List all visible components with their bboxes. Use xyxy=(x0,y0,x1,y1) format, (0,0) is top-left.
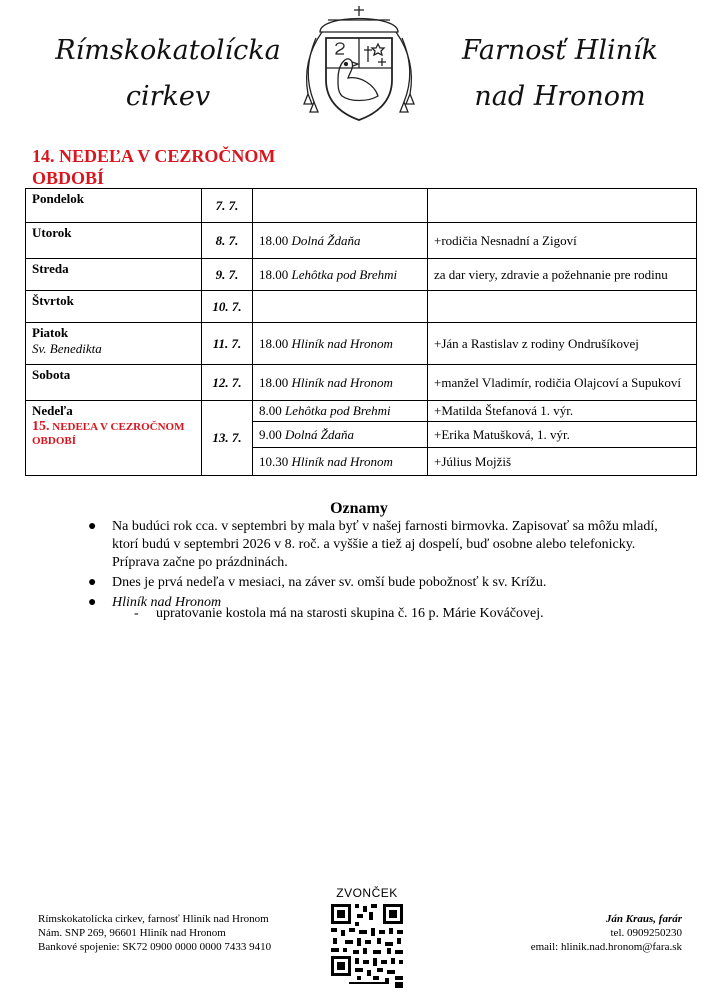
day-cell xyxy=(26,365,202,401)
header-left xyxy=(48,28,288,120)
bullet-icon: ● xyxy=(88,595,97,610)
phone-number: tel. 0909250230 xyxy=(610,927,682,939)
week-title-line1: 14. NEDEĽA V CEZROČNOM xyxy=(32,146,276,166)
week-title-line2: OBDOBÍ xyxy=(32,168,105,188)
intent-cell: +Július Mojžiš xyxy=(428,448,697,476)
table-row xyxy=(26,291,697,323)
mass-place: Hliník nad Hronom xyxy=(291,374,393,390)
time-cell xyxy=(253,401,428,422)
mass-place: Hliník nad Hronom xyxy=(291,453,393,469)
day-cell xyxy=(26,189,202,223)
sunday-title xyxy=(32,419,195,447)
day-cell xyxy=(26,223,202,259)
table-row xyxy=(26,189,697,223)
header-right-line2: nad Hronom xyxy=(474,81,646,112)
date-cell: 11. 7. xyxy=(202,323,253,365)
qr-label: ZVONČEK xyxy=(336,886,398,900)
time-cell xyxy=(253,223,428,259)
mass-place: Lehôtka pod Brehmi xyxy=(285,403,391,418)
mass-time: 18.00 xyxy=(259,335,289,351)
table-row xyxy=(26,223,697,259)
day-cell xyxy=(26,323,202,365)
mass-time: 10.30 xyxy=(259,453,289,469)
mass-time: 18.00 xyxy=(259,374,289,390)
date-cell: 10. 7. xyxy=(202,291,253,323)
sunday-name: NEDEĽA V CEZROČNOM OBDOBÍ xyxy=(32,421,185,447)
header-right-line1: Farnosť Hliník xyxy=(461,35,659,66)
day-cell xyxy=(26,291,202,323)
announcements-title: Oznamy xyxy=(330,500,388,517)
priest-name: Ján Kraus, farár xyxy=(605,913,682,925)
table-row xyxy=(26,401,697,422)
week-title xyxy=(32,145,275,189)
date-cell: 9. 7. xyxy=(202,259,253,291)
day-name: Streda xyxy=(32,261,69,276)
email-address[interactable]: email: hlinik.nad.hronom@fara.sk xyxy=(530,941,682,953)
list-item xyxy=(88,574,678,592)
table-row xyxy=(26,323,697,365)
time-cell xyxy=(253,189,428,223)
sunday-number: 15. xyxy=(32,419,50,434)
mass-time: 9.00 xyxy=(259,426,282,442)
day-name: Štvrtok xyxy=(32,293,74,308)
footer-left-line3: Bankové spojenie: SK72 0900 0000 0000 7433 9410 xyxy=(38,941,272,953)
day-name: Piatok xyxy=(32,325,69,340)
header-left-line1: Rímskokatolícka xyxy=(55,35,281,66)
day-cell xyxy=(26,259,202,291)
feast-name: Sv. Benedikta xyxy=(32,341,102,356)
date-cell: 7. 7. xyxy=(202,189,253,223)
day-name: Nedeľa xyxy=(32,403,73,418)
mass-time: 18.00 xyxy=(259,266,289,282)
intent-cell xyxy=(428,189,697,223)
mass-place: Dolná Ždaňa xyxy=(285,426,354,442)
intent-cell xyxy=(428,291,697,323)
date-cell: 12. 7. xyxy=(202,365,253,401)
intent-cell: za dar viery, zdravie a požehnanie pre rodinu xyxy=(428,259,697,291)
date-cell: 8. 7. xyxy=(202,223,253,259)
sub-list-item xyxy=(134,606,544,622)
time-cell xyxy=(253,259,428,291)
intent-cell: +rodičia Nesnadní a Zigoví xyxy=(428,223,697,259)
intent-cell: +Ján a Rastislav z rodiny Ondrušíkovej xyxy=(428,323,697,365)
footer-left-line2: Nám. SNP 269, 96601 Hliník nad Hronom xyxy=(38,927,226,939)
header-left-line2: cirkev xyxy=(125,81,211,112)
time-cell xyxy=(253,291,428,323)
header-right xyxy=(440,28,680,120)
table-row xyxy=(26,259,697,291)
table-row xyxy=(26,365,697,401)
day-cell xyxy=(26,401,202,476)
intent-cell: +manžel Vladimír, rodičia Olajcoví a Supukoví xyxy=(428,365,697,401)
announcement-text: Hliník nad Hronom xyxy=(112,595,222,610)
intent-cell: +Erika Matušková, 1. výr. xyxy=(428,422,697,448)
mass-place: Lehôtka pod Brehmi xyxy=(291,266,398,282)
footer-left-line1: Rímskokatolícka cirkev, farnosť Hliník nad Hronom xyxy=(38,913,269,925)
announcements-list xyxy=(88,518,678,614)
qr-code-icon[interactable] xyxy=(329,902,405,988)
date-cell: 13. 7. xyxy=(202,401,253,476)
announcement-text: Na budúci rok cca. v septembri by mala byť v našej farnosti birmovka. Zapisovať sa môžu mladí, ktorí budú v septembri 2026 v 8. roč. a vyššie a tiež aj dospelí, buď osobne alebo telefonicky. Príprava začne po prázdninách. xyxy=(112,519,658,570)
dash-icon: - xyxy=(134,606,139,621)
mass-time: 18.00 xyxy=(259,232,289,248)
mass-time: 8.00 xyxy=(259,403,282,418)
mass-schedule-table xyxy=(25,188,697,476)
day-name: Sobota xyxy=(32,367,71,382)
time-cell xyxy=(253,365,428,401)
time-cell xyxy=(253,323,428,365)
time-cell xyxy=(253,448,428,476)
coat-of-arms-icon xyxy=(298,2,420,128)
sub-item-text: upratovanie kostola má na starosti skupina č. 16 p. Márie Kováčovej. xyxy=(156,606,544,621)
time-cell xyxy=(253,422,428,448)
day-name: Pondelok xyxy=(32,191,85,206)
day-name: Utorok xyxy=(32,225,72,240)
footer-right xyxy=(531,912,682,954)
bullet-icon: ● xyxy=(88,519,97,534)
footer-left xyxy=(38,912,271,954)
bullet-icon: ● xyxy=(88,575,97,590)
mass-place: Hliník nad Hronom xyxy=(291,335,393,351)
announcement-text: Dnes je prvá nedeľa v mesiaci, na záver sv. omší bude pobožnosť k sv. Krížu. xyxy=(112,575,547,590)
mass-place: Dolná Ždaňa xyxy=(291,232,361,248)
list-item xyxy=(88,518,678,572)
intent-cell: +Matilda Štefanová 1. výr. xyxy=(428,401,697,422)
